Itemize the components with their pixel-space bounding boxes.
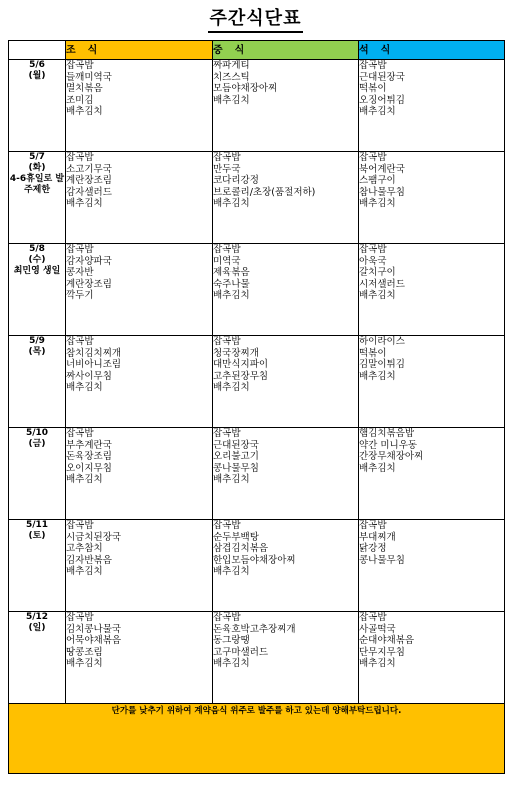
menu-item: 콩자반: [66, 267, 94, 278]
menu-item: 어묵야채볶음: [66, 635, 122, 646]
menu-item: 순두부백탕: [213, 531, 259, 543]
menu-item: 시저샐러드: [359, 278, 405, 290]
menu-item: 짜사이무침: [66, 370, 112, 382]
lunch-cell: [213, 428, 359, 520]
menu-item: 감자샐러드: [66, 186, 112, 198]
menu-item: 치즈스틱: [213, 71, 250, 83]
menu-item: 돈육호박고추장찌개: [213, 623, 296, 635]
menu-item: 오리불고기: [213, 451, 259, 462]
menu-item: 한입모듬야채장아찌: [213, 554, 296, 566]
menu-item: 잡곡밥: [359, 244, 387, 255]
menu-item: 김말이튀김: [359, 359, 405, 370]
menu-item: 오징어튀김: [359, 94, 405, 106]
menu-item: 고추참치: [66, 543, 103, 554]
menu-item: 들깨미역국: [66, 71, 112, 83]
menu-item: 김치콩나물국: [66, 623, 122, 635]
header-row: [9, 41, 505, 60]
menu-item: 고추된장무침: [213, 370, 269, 382]
menu-item: 잡곡밥: [213, 612, 241, 623]
menu-item: 너비아니조림: [66, 359, 122, 370]
menu-item: 잡곡밥: [359, 152, 387, 163]
menu-item: 약간 미니우동: [359, 439, 418, 451]
menu-item: 삼겹김치볶음: [213, 543, 269, 554]
menu-item: 대만식지파이: [213, 359, 269, 370]
menu-item: 시금치된장국: [66, 531, 122, 543]
menu-item: 스팸구이: [359, 175, 396, 186]
day-row: [9, 152, 505, 244]
menu-item: 배추김치: [359, 290, 396, 301]
date-note: 최민영 생일: [13, 266, 61, 276]
menu-item: 만두국: [213, 163, 241, 175]
menu-item: 햄김치볶음밥: [359, 428, 415, 439]
menu-item: 코다리강정: [213, 175, 259, 186]
menu-item: 숙주나물: [213, 278, 250, 290]
date-cell: [9, 244, 66, 336]
breakfast-cell: [66, 336, 213, 428]
page-title: 주간식단표: [208, 8, 304, 33]
footer-row: [9, 704, 505, 774]
day-row: [9, 244, 505, 336]
menu-item: 돈육장조림: [66, 451, 112, 462]
menu-item: 브로콜리/초장(품절저하): [213, 186, 316, 198]
day-row: [9, 612, 505, 704]
menu-item: 떡볶이: [359, 347, 387, 359]
menu-item: 잡곡밥: [66, 520, 94, 531]
lunch-cell: [213, 336, 359, 428]
menu-item: 잡곡밥: [213, 244, 241, 255]
menu-item: 순대야채볶음: [359, 635, 415, 646]
date-label: 5/11: [25, 520, 49, 530]
menu-item: 배추김치: [359, 462, 396, 474]
weekday-label: (월): [28, 71, 46, 81]
menu-item: 배추김치: [213, 658, 250, 669]
footer-note: 단가를 낮추기 위하여 계약음식 위주로 발주를 하고 있는데 양해부탁드립니다.: [9, 704, 505, 774]
menu-item: 감자양파국: [66, 255, 112, 267]
weekly-menu-table: [8, 40, 505, 774]
date-cell: [9, 520, 66, 612]
menu-item: 계란장조림: [66, 278, 112, 290]
menu-item: 배추김치: [213, 94, 250, 106]
menu-item: 근대된장국: [213, 439, 259, 451]
header-dinner: 석식: [359, 41, 505, 60]
weekday-label: (목): [28, 347, 46, 357]
menu-item: 콩나물무침: [213, 462, 259, 474]
breakfast-cell: [66, 152, 213, 244]
menu-item: 땅콩조림: [66, 646, 103, 658]
breakfast-cell: [66, 520, 213, 612]
menu-item: 배추김치: [213, 382, 250, 393]
menu-item: 잡곡밥: [66, 336, 94, 347]
menu-item: 잡곡밥: [66, 152, 94, 163]
menu-item: 잡곡밥: [213, 520, 241, 531]
menu-item: 배추김치: [66, 566, 103, 577]
date-note: 4-6휴일로 발주제한: [9, 174, 65, 195]
menu-item: 미역국: [213, 255, 241, 267]
day-row: [9, 428, 505, 520]
header-corner: [9, 41, 66, 60]
title-wrap: [0, 8, 511, 33]
menu-item: 배추김치: [213, 566, 250, 577]
date-label: 5/9: [29, 336, 45, 346]
menu-item: 근대된장국: [359, 71, 405, 83]
lunch-cell: [213, 612, 359, 704]
menu-item: 청국장찌개: [213, 347, 259, 359]
date-label: 5/6: [29, 60, 45, 70]
menu-item: 떡볶이: [359, 83, 387, 94]
weekday-label: (일): [28, 623, 46, 633]
breakfast-cell: [66, 244, 213, 336]
menu-item: 잡곡밥: [213, 428, 241, 439]
menu-item: 계란장조림: [66, 175, 112, 186]
header-lunch: 중식: [213, 41, 359, 60]
date-label: 5/12: [25, 612, 49, 622]
weekday-label: (화): [28, 163, 46, 173]
menu-item: 갈치구이: [359, 267, 396, 278]
date-label: 5/7: [29, 152, 45, 162]
menu-item: 부추계란국: [66, 439, 112, 451]
menu-item: 잡곡밥: [66, 612, 94, 623]
breakfast-cell: [66, 612, 213, 704]
menu-item: 짜파게티: [213, 60, 250, 71]
day-row: [9, 336, 505, 428]
lunch-cell: [213, 244, 359, 336]
weekday-label: (토): [28, 531, 46, 541]
dinner-cell: [359, 612, 505, 704]
dinner-cell: [359, 244, 505, 336]
header-breakfast: 조식: [66, 41, 213, 60]
menu-item: 모듬야채장아찌: [213, 83, 278, 94]
menu-item: 잡곡밥: [66, 428, 94, 439]
dinner-cell: [359, 428, 505, 520]
menu-item: 참치김치찌개: [66, 347, 122, 359]
menu-item: 잡곡밥: [359, 520, 387, 531]
menu-item: 북어계란국: [359, 163, 405, 175]
menu-item: 잡곡밥: [66, 244, 94, 255]
menu-item: 배추김치: [359, 658, 396, 669]
menu-item: 배추김치: [213, 198, 250, 209]
menu-item: 멸치볶음: [66, 83, 103, 94]
menu-item: 배추김치: [66, 382, 103, 393]
menu-item: 잡곡밥: [359, 612, 387, 623]
menu-item: 배추김치: [359, 106, 396, 117]
menu-item: 참나물무침: [359, 186, 405, 198]
menu-item: 잡곡밥: [213, 152, 241, 163]
menu-item: 단무지무침: [359, 646, 405, 658]
menu-item: 잡곡밥: [213, 336, 241, 347]
menu-item: 잡곡밥: [359, 60, 387, 71]
date-cell: [9, 428, 66, 520]
breakfast-cell: [66, 60, 213, 152]
menu-item: 배추김치: [213, 290, 250, 301]
date-cell: [9, 336, 66, 428]
menu-item: 오이지무침: [66, 462, 112, 474]
menu-item: 부대찌개: [359, 531, 396, 543]
breakfast-cell: [66, 428, 213, 520]
lunch-cell: [213, 152, 359, 244]
date-label: 5/10: [25, 428, 49, 438]
menu-item: 배추김치: [66, 106, 103, 117]
menu-item: 간장무채장아찌: [359, 451, 424, 462]
menu-item: 콩나물무침: [359, 554, 405, 566]
dinner-cell: [359, 336, 505, 428]
weekday-label: (수): [28, 255, 46, 265]
dinner-cell: [359, 152, 505, 244]
menu-item: 소고기무국: [66, 163, 112, 175]
menu-item: 깍두기: [66, 290, 94, 301]
menu-item: 배추김치: [359, 198, 396, 209]
menu-item: 잡곡밥: [66, 60, 94, 71]
menu-item: 배추김치: [359, 370, 396, 382]
weekday-label: (금): [28, 439, 46, 449]
day-row: [9, 60, 505, 152]
menu-item: 배추김치: [66, 198, 103, 209]
menu-item: 제육볶음: [213, 267, 250, 278]
menu-item: 고구마샐러드: [213, 646, 269, 658]
menu-item: 김자반볶음: [66, 554, 112, 566]
date-label: 5/8: [29, 244, 45, 254]
menu-item: 동그랑땡: [213, 635, 250, 646]
menu-item: 조미김: [66, 94, 94, 106]
lunch-cell: [213, 60, 359, 152]
menu-item: 사골떡국: [359, 623, 396, 635]
menu-item: 배추김치: [66, 474, 103, 485]
day-row: [9, 520, 505, 612]
menu-item: 아욱국: [359, 255, 387, 267]
menu-item: 배추김치: [66, 658, 103, 669]
date-cell: [9, 152, 66, 244]
dinner-cell: [359, 520, 505, 612]
menu-item: 배추김치: [213, 474, 250, 485]
dinner-cell: [359, 60, 505, 152]
menu-item: 하이라이스: [359, 336, 405, 347]
date-cell: [9, 612, 66, 704]
menu-item: 닭강정: [359, 543, 387, 554]
date-cell: [9, 60, 66, 152]
lunch-cell: [213, 520, 359, 612]
